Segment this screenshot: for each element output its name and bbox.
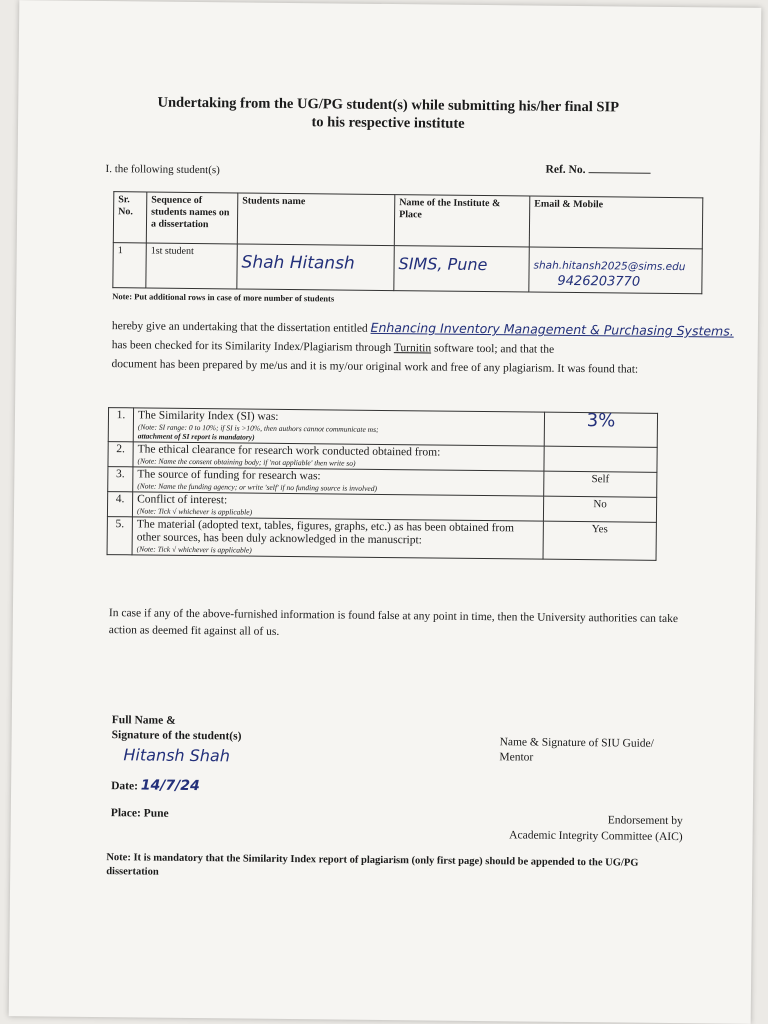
para-part-d: document has been prepared by me/us and it is my/our original work and free of any plagiarism. It was found that: bbox=[111, 358, 639, 376]
endorse-line-2: Academic Integrity Committee (AIC) bbox=[509, 829, 683, 844]
cell-email-mobile bbox=[529, 247, 702, 294]
row-text: The ethical clearance for research work conducted obtained from: (Note: Name the consent obtaining body; if 'not appliable' then write so) bbox=[133, 442, 544, 471]
title-line-2: to his respective institute bbox=[311, 114, 465, 132]
header-institute: Name of the Institute & Place bbox=[394, 195, 530, 247]
dissertation-title: Enhancing Inventory Management & Purchasing Systems. bbox=[370, 319, 734, 339]
mobile-value: 9426203770 bbox=[557, 273, 641, 290]
row-note: (Note: Name the consent obtaining body; if 'not appliable' then write so) bbox=[137, 456, 356, 468]
row-number: 4. bbox=[107, 492, 132, 517]
bottom-note bbox=[106, 851, 676, 885]
declaration-table bbox=[107, 407, 659, 561]
ref-label: Ref. No. bbox=[545, 163, 586, 177]
title-line-1: Undertaking from the UG/PG student(s) while submitting his/her final SIP bbox=[157, 94, 620, 116]
row-note-bold: attachment of SI report is mandatory) bbox=[137, 431, 255, 442]
row-note: (Note: SI range: 0 to 10%; if SI is >10%, then authors cannot communicate ms; bbox=[137, 422, 379, 434]
undertaking-paragraph bbox=[111, 315, 752, 381]
guide-label: Name & Signature of SIU Guide/ Mentor bbox=[499, 736, 654, 764]
header-student-name: Students name bbox=[237, 193, 395, 246]
students-table-header bbox=[113, 192, 703, 249]
table-row bbox=[113, 243, 702, 294]
ref-blank bbox=[588, 172, 650, 174]
row-text: Conflict of interest: (Note: Tick √ whichever is applicable) bbox=[132, 492, 543, 521]
place-label: Place: Pune bbox=[110, 807, 169, 820]
row-text: The Similarity Index (SI) was: (Note: SI range: 0 to 10%; if SI is >10%, then authors cannot communicate ms; attachment of SI report is mandatory) bbox=[133, 408, 544, 446]
row-number: 3. bbox=[108, 467, 133, 492]
conflict-value: No bbox=[543, 496, 656, 522]
endorse-line-1: Endorsement by bbox=[607, 814, 683, 828]
material-value: Yes bbox=[543, 521, 656, 560]
fullname-label-2: Signature of the student(s) bbox=[111, 729, 242, 743]
cell-institute: SIMS, Pune bbox=[394, 246, 529, 292]
date-label: Date: bbox=[111, 780, 139, 793]
row-number: 5. bbox=[107, 517, 132, 555]
para-part-c: software tool; and that the bbox=[433, 342, 555, 356]
header-email: Email & Mobile bbox=[529, 196, 703, 249]
email-value: shah.hitansh2025@sims.edu bbox=[533, 259, 686, 274]
row-number: 2. bbox=[108, 442, 133, 467]
row-note: (Note: Tick √ whichever is applicable) bbox=[136, 506, 253, 517]
tool-name: Turnitin bbox=[393, 342, 432, 355]
row-text: The source of funding for research was: (Note: Name the funding agency; or write 'self' if no funding source is involved) bbox=[133, 467, 544, 496]
ethics-value bbox=[544, 446, 657, 472]
header-sequence: Sequence of students names on a dissertation bbox=[146, 192, 238, 244]
document-title bbox=[108, 93, 668, 135]
cell-student-name: Shah Hitansh bbox=[237, 244, 394, 291]
fullname-label-1: Full Name & bbox=[111, 714, 176, 727]
cell-sequence: 1st student bbox=[146, 243, 237, 289]
row-text: The material (adopted text, tables, figures, graphs, etc.) as has been obtained from other sources, has been duly acknowledged in the manuscript: (Note: Tick √ whichever is applicable) bbox=[132, 517, 543, 559]
ref-no bbox=[546, 164, 651, 177]
row-note: (Note: Tick √ whichever is applicable) bbox=[136, 544, 252, 555]
endorsement-block bbox=[451, 811, 683, 845]
si-value: 3% bbox=[544, 412, 657, 447]
cell-sr: 1 bbox=[113, 243, 146, 288]
document-page bbox=[9, 0, 762, 1024]
liability-paragraph: In case if any of the above-furnished information is found false at any point in time, then the University authorities can take action as deemed fit against all of us. bbox=[108, 607, 679, 638]
row-number: 1. bbox=[108, 408, 133, 442]
student-signature-block bbox=[112, 713, 242, 744]
table1-note: Note: Put additional rows in case of more number of students bbox=[112, 291, 335, 304]
header-sr: Sr. No. bbox=[113, 192, 147, 243]
date-value: 14/7/24 bbox=[140, 777, 200, 795]
date-row bbox=[111, 777, 200, 794]
para-part-b: has been checked for its Similarity Index/Plagiarism through bbox=[111, 339, 392, 355]
student-signature: Hitansh Shah bbox=[123, 745, 231, 766]
row-note: (Note: Name the funding agency; or write 'self' if no funding source is involved) bbox=[137, 481, 378, 493]
intro-text: I. the following student(s) bbox=[105, 163, 220, 177]
bottom-note-text: It is mandatory that the Similarity Index report of plagiarism (only first page) should be appended to the UG/PG dissertation bbox=[106, 852, 639, 878]
funding-value: Self bbox=[544, 471, 657, 497]
para-part-a: hereby give an undertaking that the dissertation entitled bbox=[111, 320, 368, 335]
table-row bbox=[107, 517, 656, 561]
table-row bbox=[108, 408, 657, 448]
students-table bbox=[112, 191, 703, 294]
bottom-note-label: Note: bbox=[106, 852, 131, 864]
